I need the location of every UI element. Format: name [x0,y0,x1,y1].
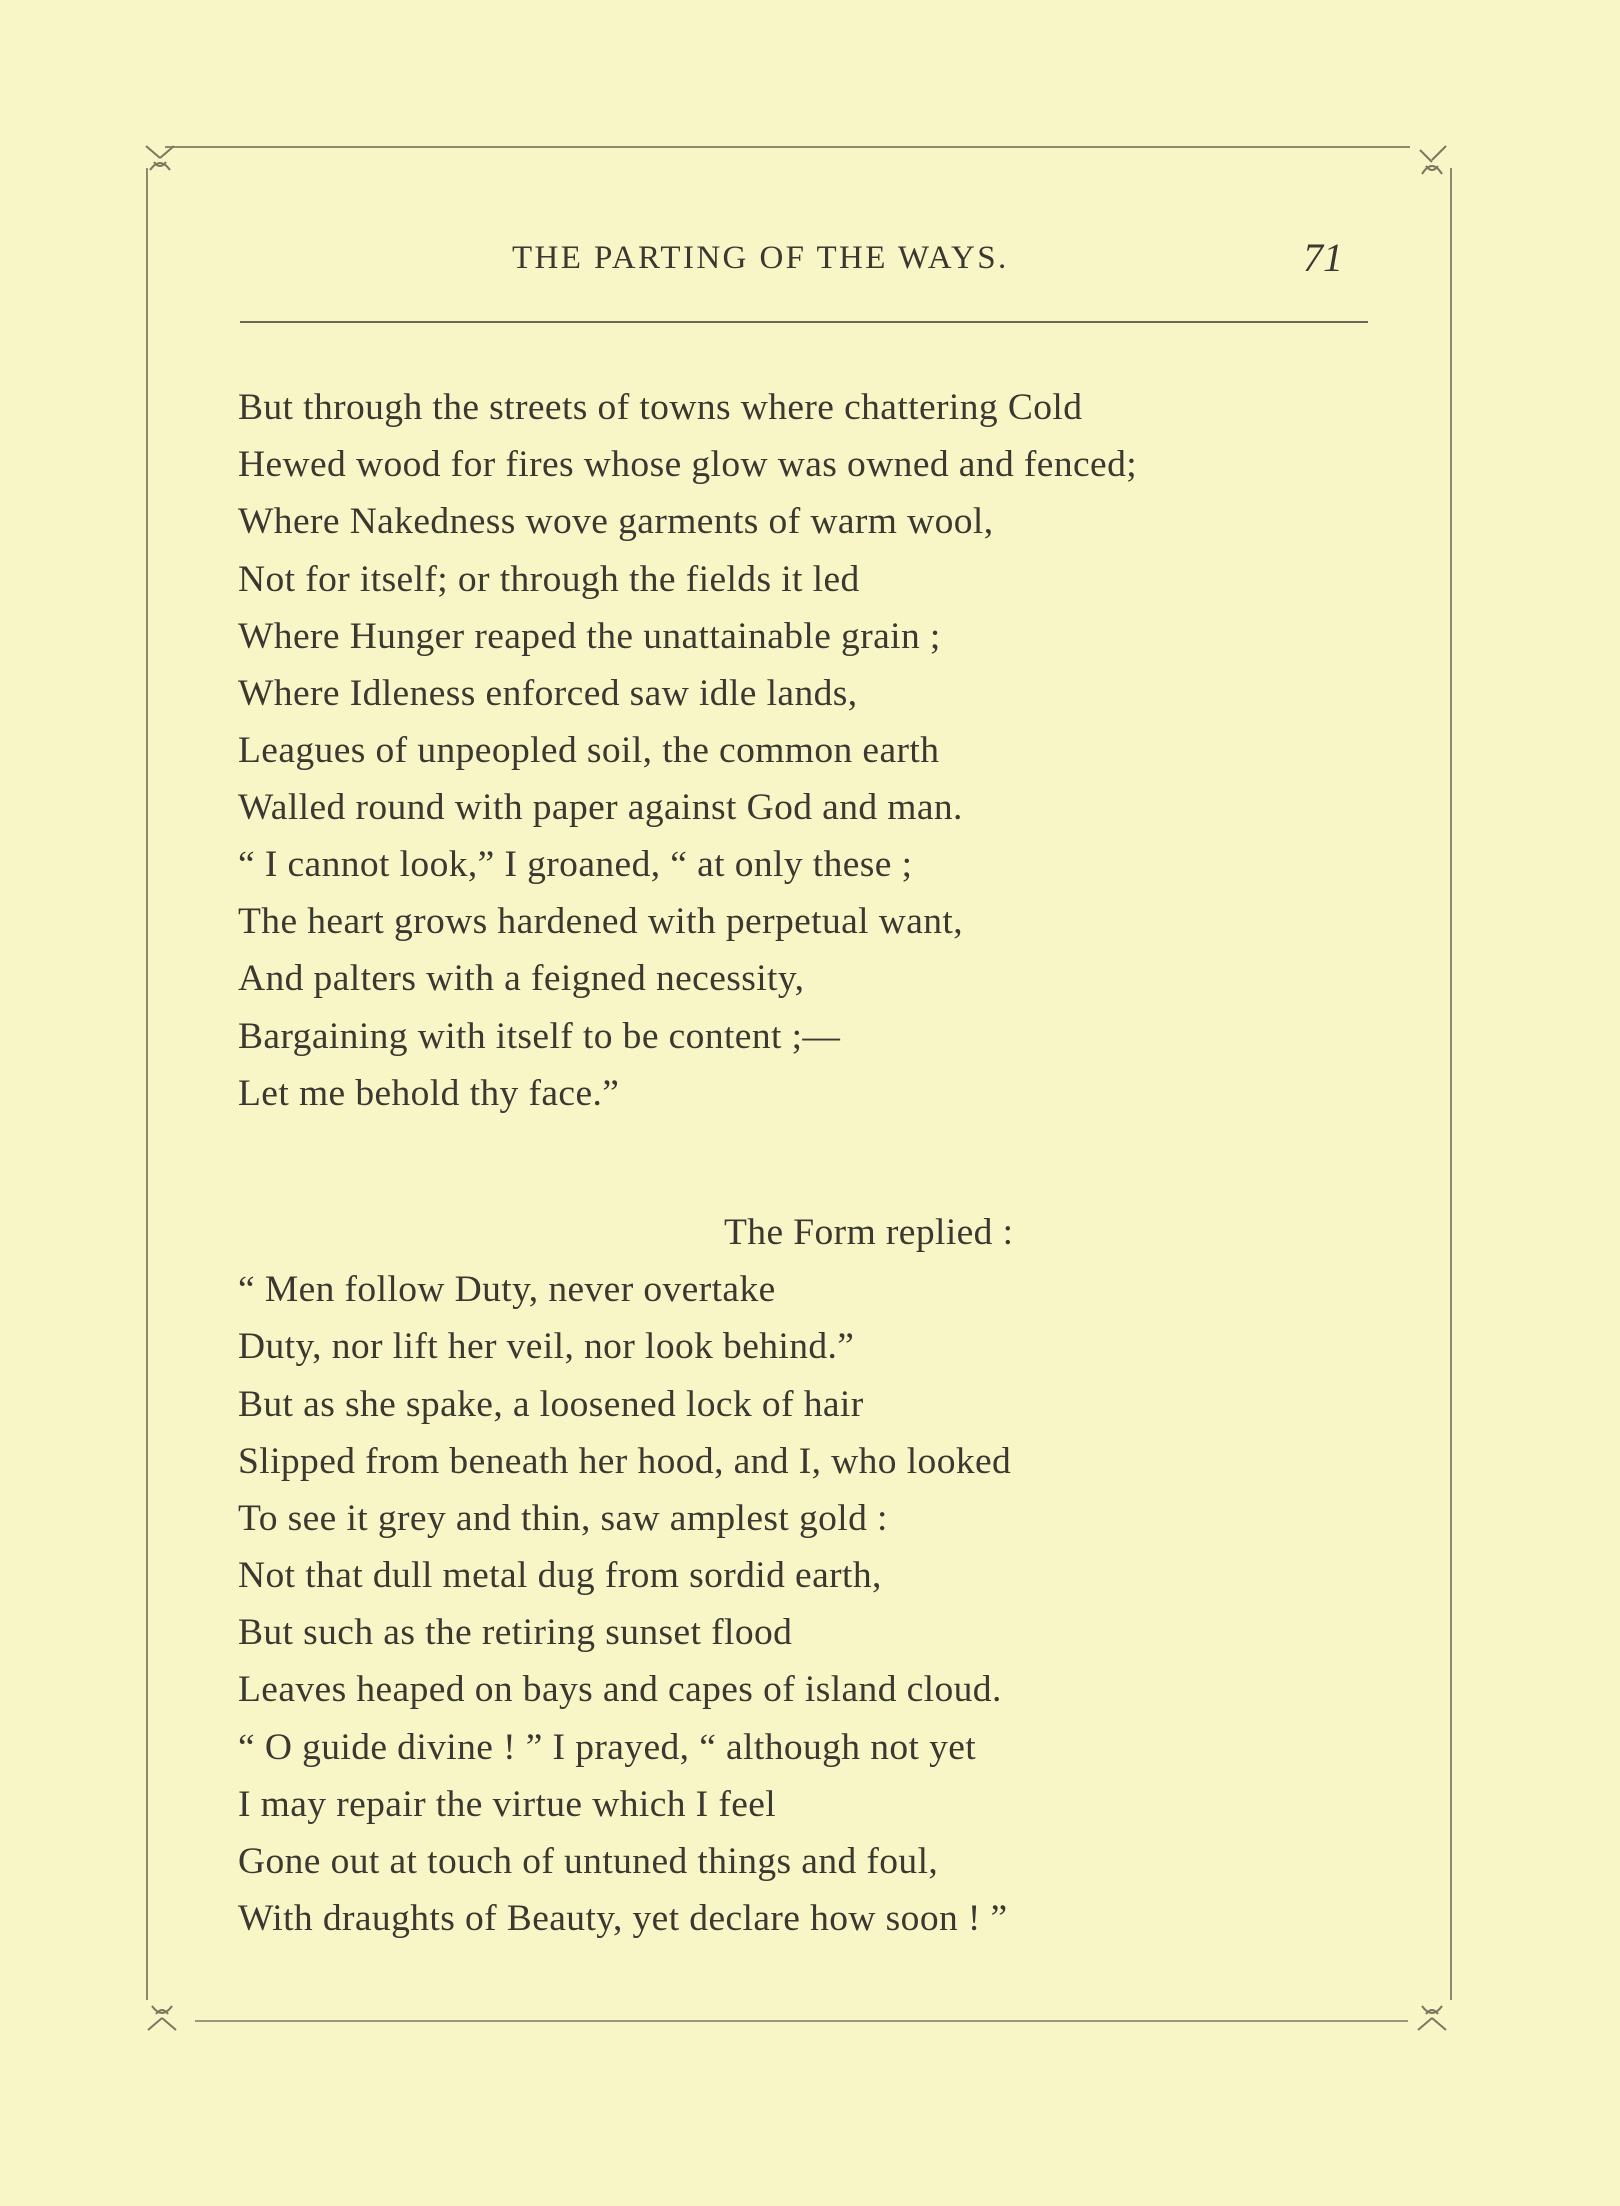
verse-line: Walled round with paper against God and man. [238,787,963,828]
fleuron-corner-top-right-icon [1412,142,1452,182]
verse-line: With draughts of Beauty, yet declare how soon ! ” [238,1898,1008,1939]
verse-line: Not for itself; or through the fields it led [238,559,860,600]
verse-line: To see it grey and thin, saw amplest gold : [238,1498,888,1539]
verse-line: And palters with a feigned necessity, [238,958,805,999]
verse-line: I may repair the virtue which I feel [238,1784,777,1825]
verse-line: Where Idleness enforced saw idle lands, [238,673,858,714]
verse-line: Let me behold thy face.” [238,1073,620,1114]
verse-line: Bargaining with itself to be content ;— [238,1016,841,1057]
speech-cue: The Form replied : [724,1212,1014,1253]
verse-line: Leaves heaped on bays and capes of island cloud. [238,1669,1002,1710]
frame-right-rule [1450,168,1452,2000]
verse-line: Where Nakedness wove garments of warm wool, [238,501,994,542]
frame-bottom-rule [195,2020,1408,2022]
verse-line: But through the streets of towns where chattering Cold [238,387,1083,428]
frame-top-rule [165,146,1410,148]
verse-line: But such as the retiring sunset flood [238,1612,793,1653]
verse-line: Hewed wood for fires whose glow was owned and fenced; [238,444,1138,485]
verse-line: “ Men follow Duty, never overtake [238,1269,776,1310]
fleuron-corner-top-left-icon [140,140,180,180]
verse-line: Not that dull metal dug from sordid earth, [238,1555,882,1596]
verse-line: Duty, nor lift her veil, nor look behind.” [238,1326,855,1367]
running-head [0,235,1620,288]
verse-line: The heart grows hardened with perpetual want, [238,901,964,942]
head-rule [240,321,1368,323]
fleuron-corner-bottom-left-icon [142,1996,182,2036]
running-title: THE PARTING OF THE WAYS. [512,240,1009,276]
verse-line: But as she spake, a loosened lock of hair [238,1384,864,1425]
verse-line: Leagues of unpeopled soil, the common earth [238,730,940,771]
fleuron-corner-bottom-right-icon [1412,1996,1452,2036]
verse-line: “ I cannot look,” I groaned, “ at only these ; [238,844,913,885]
page-number: 71 [1303,235,1343,280]
verse-line: Gone out at touch of untuned things and foul, [238,1841,939,1882]
frame-left-rule [146,168,148,2000]
verse-line: Where Hunger reaped the unattainable grain ; [238,616,941,657]
verse-line: “ O guide divine ! ” I prayed, “ although not yet [238,1727,977,1768]
verse-line: Slipped from beneath her hood, and I, who looked [238,1441,1012,1482]
